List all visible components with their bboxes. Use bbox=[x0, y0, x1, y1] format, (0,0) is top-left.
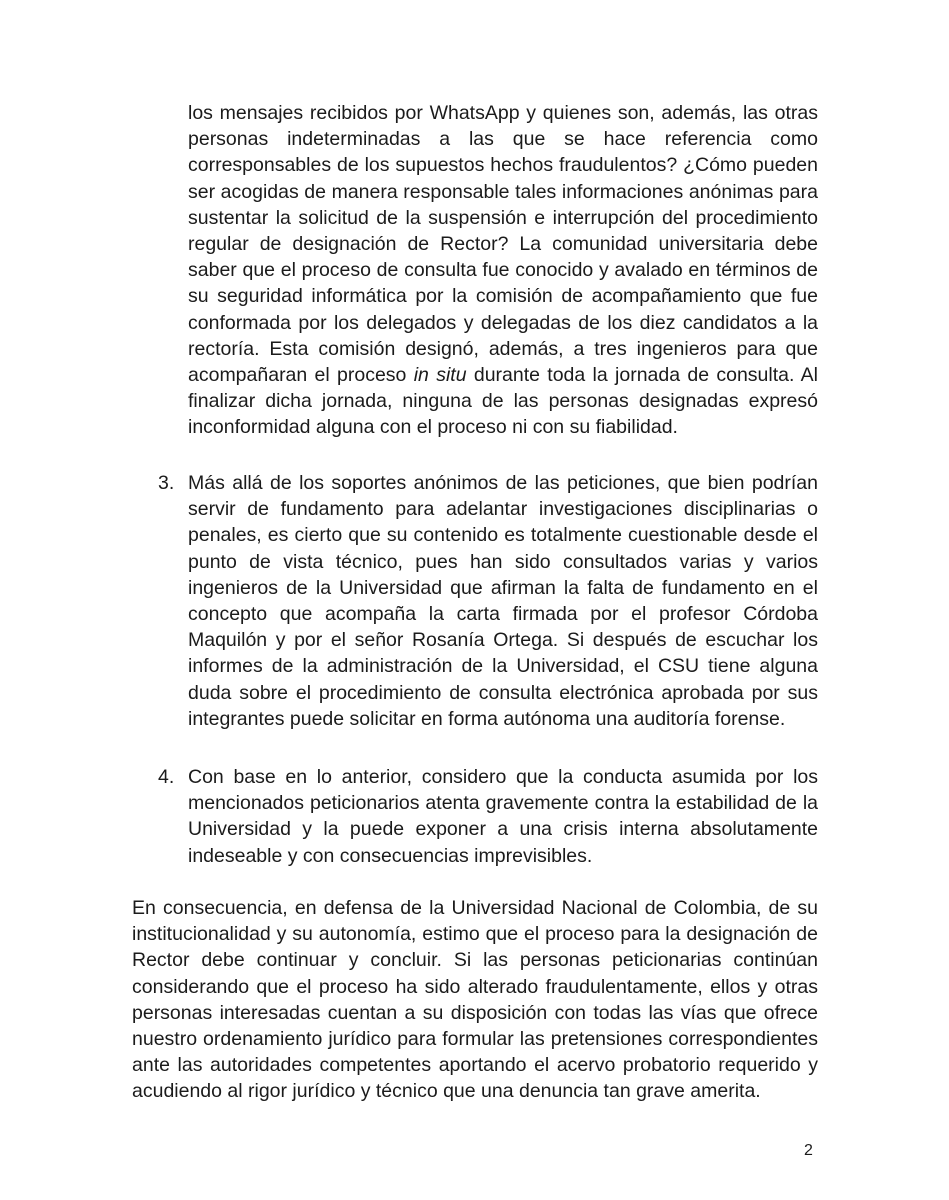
closing-paragraph: En consecuencia, en defensa de la Universidad Nacional de Colombia, de su institucionalidad y su autonomía, estimo que el proceso para la designación de Rector debe continuar y concluir. Si las personas peticionarias continúan considerando que el proceso ha sido alterado fraudulentamente, ellos y otras personas interesadas cuentan a su disposición con todas las vías que ofrece nuestro ordenamiento jurídico para formular las pretensiones correspondientes ante las autoridades competentes aportando el acervo probatorio requerido y acudiendo al rigor jurídico y técnico que una denuncia tan grave amerita. bbox=[132, 897, 818, 1103]
italic-phrase: in situ bbox=[413, 364, 467, 387]
list-item-text: Más allá de los soportes anónimos de las peticiones, que bien podrían servir de fundamento para adelantar investigaciones disciplinarias o penales, es cierto que su contenido es totalmente cuestionable desde el punto de vista técnico, pues han sido consultados varias y varios ingenieros de la Universidad que afirman la falta de fundamento en el concepto que acompaña la carta firmada por el profesor Córdoba Maquilón y por el señor Rosanía Ortega. Si después de escuchar los informes de la administración de la Universidad, el CSU tiene alguna duda sobre el procedimiento de consulta electrónica aprobada por sus integrantes puede solicitar en forma autónoma una auditoría forense. bbox=[188, 472, 818, 730]
list-item-text: Con base en lo anterior, considero que la conducta asumida por los mencionados peticionarios atenta gravemente contra la estabilidad de la Universidad y la puede exponer a una crisis interna absolutamente indeseable y con consecuencias imprevisibles. bbox=[188, 766, 818, 867]
continuation-paragraph bbox=[188, 100, 818, 441]
page-number: 2 bbox=[804, 1142, 813, 1159]
continuation-text-start: los mensajes recibidos por WhatsApp y quienes son, además, las otras personas indeterminadas a las que se hace referencia como corresponsables de los supuestos hechos fraudulentos? ¿Cómo pueden ser acogidas de manera responsable tales informaciones anónimas para sustentar la solicitud de la suspensión e interrupción del procedimiento regular de designación de Rector? La comunidad universitaria debe saber que el proceso de consulta fue conocido y avalado en términos de su seguridad informática por la comisión de acompañamiento que fue conformada por los delegados y delegadas de los diez candidatos a la rectoría. Esta comisión designó, además, a tres ingenieros para que acompañaran el proceso bbox=[188, 102, 818, 387]
continuation-text-end: durante toda la jornada de consulta. Al finalizar dicha jornada, ninguna de las personas designadas expresó inconformidad alguna con el proceso ni con su fiabilidad. bbox=[188, 364, 818, 439]
list-item-number: 4. bbox=[158, 766, 175, 788]
list-item-number: 3. bbox=[158, 472, 175, 494]
